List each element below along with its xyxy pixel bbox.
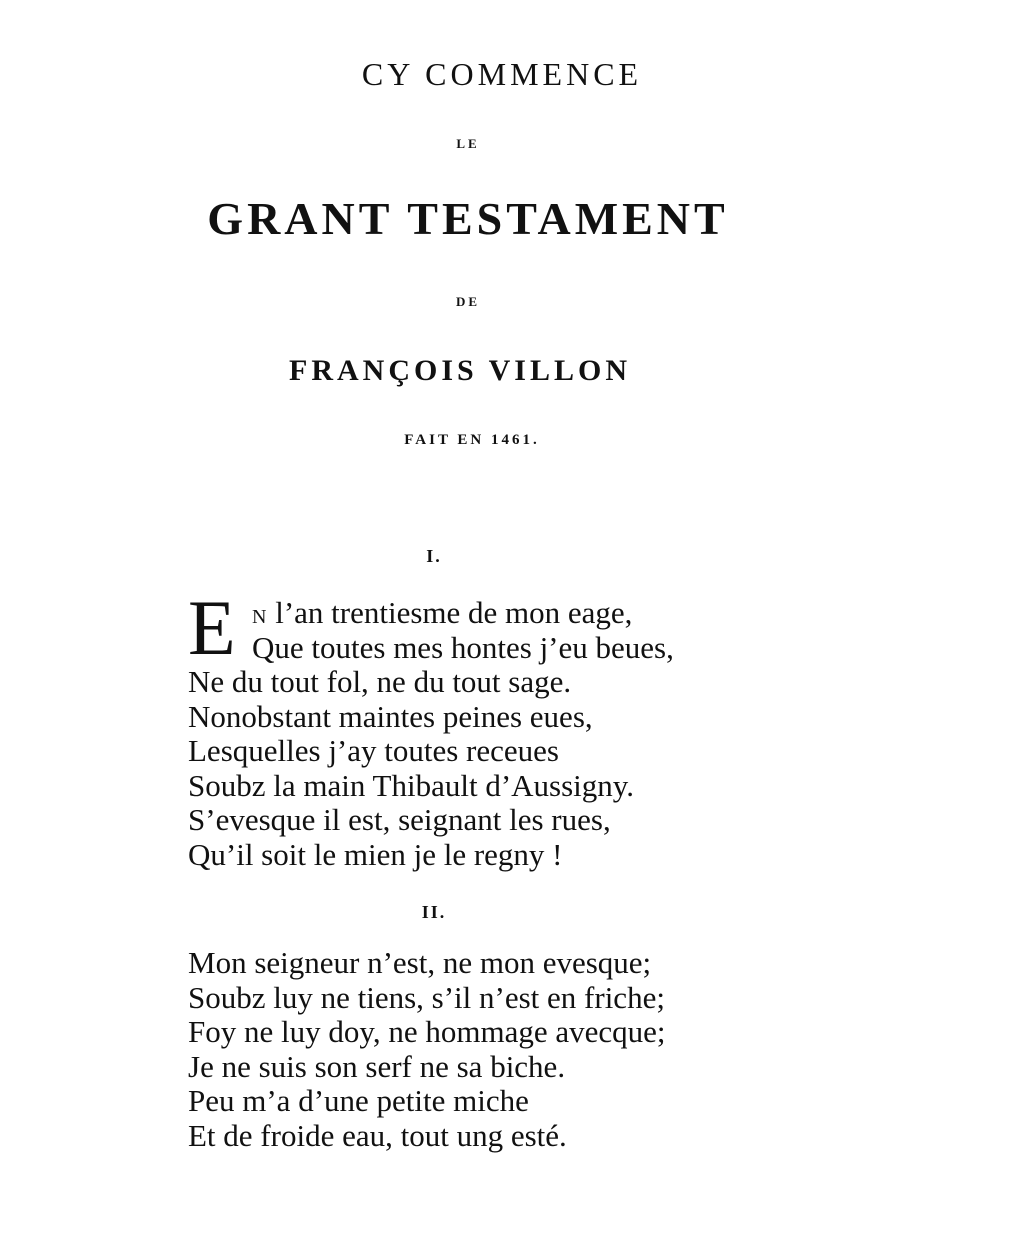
verse-line: Soubz la main Thibault d’Aussigny.	[188, 767, 635, 803]
verse-line: Nonobstant maintes peines eues,	[188, 698, 593, 734]
first-line-smallcap: N	[252, 606, 268, 628]
verse-line: Que toutes mes hontes j’eu beues,	[252, 629, 674, 665]
verse-line: Foy ne luy doy, ne hommage avecque;	[188, 1014, 666, 1049]
verse-line: Mon seigneur n’est, ne mon evesque;	[188, 945, 652, 980]
first-line-text: l’an trentiesme de mon eage,	[267, 595, 633, 630]
heading-cy-commence: CY COMMENCE	[361, 56, 643, 92]
verse-line: Peu m’a d’une petite miche	[188, 1083, 529, 1118]
stanza-1	[188, 584, 674, 872]
verse-line: Je ne suis son serf ne sa biche.	[188, 1048, 566, 1084]
heading-grant-testament: GRANT TESTAMENT	[207, 193, 729, 244]
heading-author: FRANÇOIS VILLON	[289, 354, 631, 387]
heading-de: DE	[455, 294, 481, 309]
stanza-number-1: I.	[426, 546, 442, 566]
stanza-number-2: II.	[421, 902, 447, 922]
verse-line: Qu’il soit le mien je le regny !	[188, 836, 563, 872]
stanza-2	[188, 946, 666, 1153]
heading-le: LE	[456, 136, 480, 151]
verse-line: Soubz luy ne tiens, s’il n’est en friche;	[188, 979, 665, 1015]
verse-line: Lesquelles j’ay toutes receues	[188, 733, 559, 768]
verse-line: Ne du tout fol, ne du tout sage.	[188, 664, 572, 699]
verse-line	[188, 596, 674, 631]
heading-date: FAIT EN 1461.	[404, 432, 540, 448]
verse-line: Et de froide eau, tout ung esté.	[188, 1117, 567, 1153]
drop-cap: E	[188, 584, 236, 671]
verse-line: S’evesque il est, seignant les rues,	[188, 802, 611, 837]
